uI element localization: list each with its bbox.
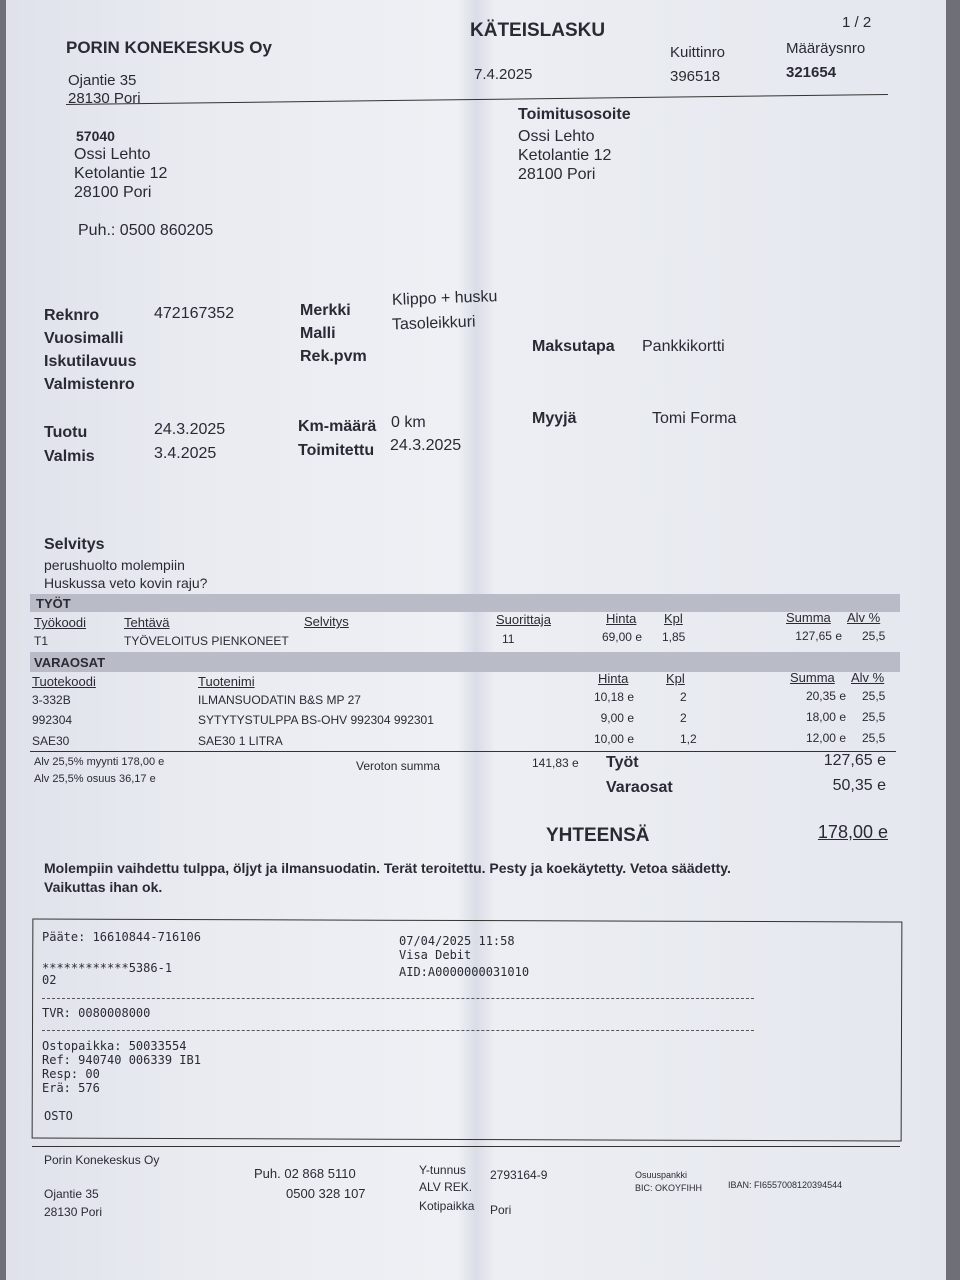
- tyot-header-vat: Alv %: [847, 610, 881, 625]
- selvitys-label: Selvitys: [44, 536, 105, 553]
- km-value: 0 km: [391, 414, 426, 431]
- footer-phone-1: Puh. 02 868 5110: [254, 1166, 356, 1181]
- receipt-number: 396518: [670, 68, 721, 85]
- varaosat-header-name: Tuotenimi: [198, 674, 255, 689]
- receipt-sequence: 02: [42, 973, 57, 987]
- varaosat-band: [30, 652, 900, 672]
- receipt-datetime: 07/04/2025 11:58: [399, 934, 515, 948]
- footer-kotipaikka-value: Pori: [490, 1203, 512, 1217]
- valmis-value: 3.4.2025: [154, 445, 217, 462]
- varaosat-row-qty: 2: [680, 711, 687, 725]
- company-city: 28130 Pori: [68, 90, 141, 107]
- varaosat-row-sum: 20,35 e: [805, 689, 846, 703]
- customer-id: 57040: [76, 128, 115, 144]
- receipt-resp: Resp: 00: [42, 1067, 100, 1081]
- varaosat-row-price: 10,00 e: [593, 732, 634, 746]
- work-note-line-1: Molempiin vaihdettu tulppa, öljyt ja ilmansuodatin. Terät teroitettu. Pesty ja koekäytetty. Vetoa säädetty.: [44, 860, 731, 876]
- tyot-band: [30, 594, 900, 612]
- order-number: 321654: [786, 64, 837, 81]
- invoice-date: 7.4.2025: [474, 66, 533, 83]
- varaosat-header-vat: Alv %: [851, 670, 885, 685]
- tuotu-value: 24.3.2025: [154, 421, 226, 438]
- reknro-value: 472167352: [154, 305, 235, 322]
- order-number-label: Määräysnro: [786, 40, 866, 57]
- footer-kotipaikka-label: Kotipaikka: [419, 1199, 475, 1213]
- delivery-city: 28100 Pori: [518, 166, 596, 183]
- receipt-ostopaikka: Ostopaikka: 50033554: [42, 1039, 187, 1053]
- invoice-paper: [6, 0, 946, 1280]
- receipt-era: Erä: 576: [42, 1081, 100, 1095]
- varaosat-row-code: SAE30: [32, 734, 70, 748]
- tyot-total-value: 127,65 e: [823, 752, 886, 769]
- selvitys-line-1: perushuolto molempiin: [44, 557, 185, 573]
- footer-street: Ojantie 35: [44, 1187, 99, 1201]
- varaosat-header-code: Tuotekoodi: [32, 674, 96, 689]
- varaosat-total-value: 50,35 e: [832, 777, 886, 794]
- tyot-row-task: TYÖVELOITUS PIENKONEET: [124, 634, 289, 648]
- footer-bank: Osuuspankki: [635, 1170, 688, 1180]
- receipt-number-label: Kuittinro: [670, 44, 726, 61]
- varaosat-row-price: 10,18 e: [593, 690, 634, 704]
- selvitys-line-2: Huskussa veto kovin raju?: [44, 575, 208, 591]
- tyot-total-label: Työt: [606, 754, 639, 771]
- valmistenro-label: Valmistenro: [44, 376, 135, 393]
- receipt-dashed-divider: [42, 998, 754, 999]
- tyot-header-desc: Selvitys: [304, 614, 349, 629]
- work-note-line-2: Vaikuttas ihan ok.: [44, 879, 163, 895]
- tyot-row-who: 11: [502, 632, 515, 646]
- varaosat-header-price: Hinta: [598, 671, 629, 686]
- varaosat-total-label: Varaosat: [606, 779, 673, 796]
- footer-iban: IBAN: FI6557008120394544: [728, 1180, 843, 1190]
- varaosat-row-qty: 1,2: [680, 732, 697, 746]
- veroton-label: Veroton summa: [356, 759, 441, 773]
- maksutapa-value: Pankkikortti: [642, 338, 725, 355]
- malli-value: Tasoleikkuri: [391, 313, 476, 334]
- myyja-value: Tomi Forma: [652, 410, 737, 427]
- footer-phone-2: 0500 328 107: [286, 1186, 366, 1201]
- varaosat-row-qty: 2: [680, 690, 687, 704]
- footer-alv-rek: ALV REK.: [419, 1180, 473, 1194]
- varaosat-row-sum: 12,00 e: [805, 731, 846, 745]
- malli-label: Malli: [300, 325, 336, 342]
- rekpvm-label: Rek.pvm: [300, 348, 367, 365]
- tyot-header-who: Suorittaja: [496, 612, 551, 627]
- grand-total-value: 178,00 e: [817, 822, 888, 842]
- km-label: Km-määrä: [298, 418, 377, 435]
- tyot-section-title: TYÖT: [36, 596, 71, 611]
- valmis-label: Valmis: [44, 448, 95, 465]
- varaosat-row-name: SYTYTYSTULPPA BS-OHV 992304 992301: [198, 713, 434, 727]
- document-title: KÄTEISLASKU: [470, 20, 606, 41]
- varaosat-row-vat: 25,5: [862, 689, 886, 703]
- page-number: 1 / 2: [842, 14, 872, 31]
- customer-street: Ketolantie 12: [74, 165, 168, 182]
- receipt-ref: Ref: 940740 006339 IB1: [42, 1053, 201, 1067]
- alv-osuus: Alv 25,5% osuus 36,17 e: [34, 773, 156, 785]
- reknro-label: Reknro: [44, 307, 100, 324]
- footer-divider: [32, 1146, 900, 1147]
- tyot-header-sum: Summa: [786, 610, 831, 625]
- tyot-header-qty: Kpl: [664, 611, 683, 626]
- tyot-row-code: T1: [34, 634, 49, 648]
- delivery-name: Ossi Lehto: [518, 128, 595, 145]
- tyot-row-qty: 1,85: [662, 630, 686, 644]
- footer-bic: BIC: OKOYFIHH: [635, 1183, 703, 1193]
- varaosat-row-code: 3-332B: [32, 693, 71, 707]
- header-divider: [66, 94, 888, 105]
- footer-company: Porin Konekeskus Oy: [44, 1153, 160, 1167]
- varaosat-row-name: SAE30 1 LITRA: [198, 734, 283, 748]
- varaosat-section-title: VARAOSAT: [34, 655, 106, 670]
- delivery-label: Toimitusosoite: [518, 106, 631, 123]
- receipt-terminal: Pääte: 16610844-716106: [42, 930, 201, 944]
- receipt-dashed-divider: [42, 1030, 754, 1031]
- delivery-street: Ketolantie 12: [518, 147, 612, 164]
- varaosat-row-vat: 25,5: [862, 731, 886, 745]
- receipt-card-type: Visa Debit: [399, 948, 472, 962]
- veroton-value: 141,83 e: [532, 756, 579, 770]
- varaosat-header-qty: Kpl: [666, 671, 685, 686]
- company-street: Ojantie 35: [68, 72, 137, 89]
- tyot-row-sum: 127,65 e: [795, 629, 842, 643]
- vuosimalli-label: Vuosimalli: [44, 330, 124, 347]
- varaosat-header-sum: Summa: [790, 670, 835, 685]
- tuotu-label: Tuotu: [44, 424, 88, 441]
- toimitettu-value: 24.3.2025: [390, 437, 462, 454]
- alv-myynti: Alv 25,5% myynti 178,00 e: [34, 756, 165, 768]
- varaosat-row-price: 9,00 e: [600, 711, 634, 725]
- iskutilavuus-label: Iskutilavuus: [44, 353, 137, 370]
- receipt-card-number: ************5386-1: [42, 961, 173, 975]
- tyot-row-vat: 25,5: [862, 629, 886, 643]
- varaosat-row-sum: 18,00 e: [805, 710, 846, 724]
- receipt-aid: AID:A0000000031010: [399, 965, 530, 979]
- tyot-row-price: 69,00 e: [601, 630, 642, 644]
- merkki-label: Merkki: [300, 302, 351, 319]
- customer-city: 28100 Pori: [74, 184, 152, 201]
- footer-city: 28130 Pori: [44, 1205, 103, 1219]
- tyot-header-price: Hinta: [606, 611, 637, 626]
- receipt-tvr: TVR: 0080008000: [42, 1006, 151, 1020]
- footer-ytunnus-label: Y-tunnus: [419, 1163, 466, 1177]
- company-name: PORIN KONEKESKUS Oy: [66, 38, 272, 57]
- merkki-value: Klippo + husku: [391, 288, 498, 309]
- grand-total-label: YHTEENSÄ: [546, 825, 650, 846]
- varaosat-row-code: 992304: [32, 713, 73, 727]
- myyja-label: Myyjä: [532, 410, 577, 427]
- varaosat-row-vat: 25,5: [862, 710, 886, 724]
- toimitettu-label: Toimitettu: [298, 442, 375, 459]
- customer-name: Ossi Lehto: [74, 146, 151, 163]
- receipt-osto: OSTO: [44, 1109, 73, 1123]
- customer-phone: Puh.: 0500 860205: [78, 222, 214, 239]
- varaosat-row-name: ILMANSUODATIN B&S MP 27: [198, 693, 361, 707]
- footer-ytunnus-value: 2793164-9: [490, 1168, 548, 1182]
- tyot-header-code: Työkoodi: [34, 615, 87, 630]
- maksutapa-label: Maksutapa: [532, 338, 615, 355]
- tyot-header-task: Tehtävä: [124, 615, 170, 630]
